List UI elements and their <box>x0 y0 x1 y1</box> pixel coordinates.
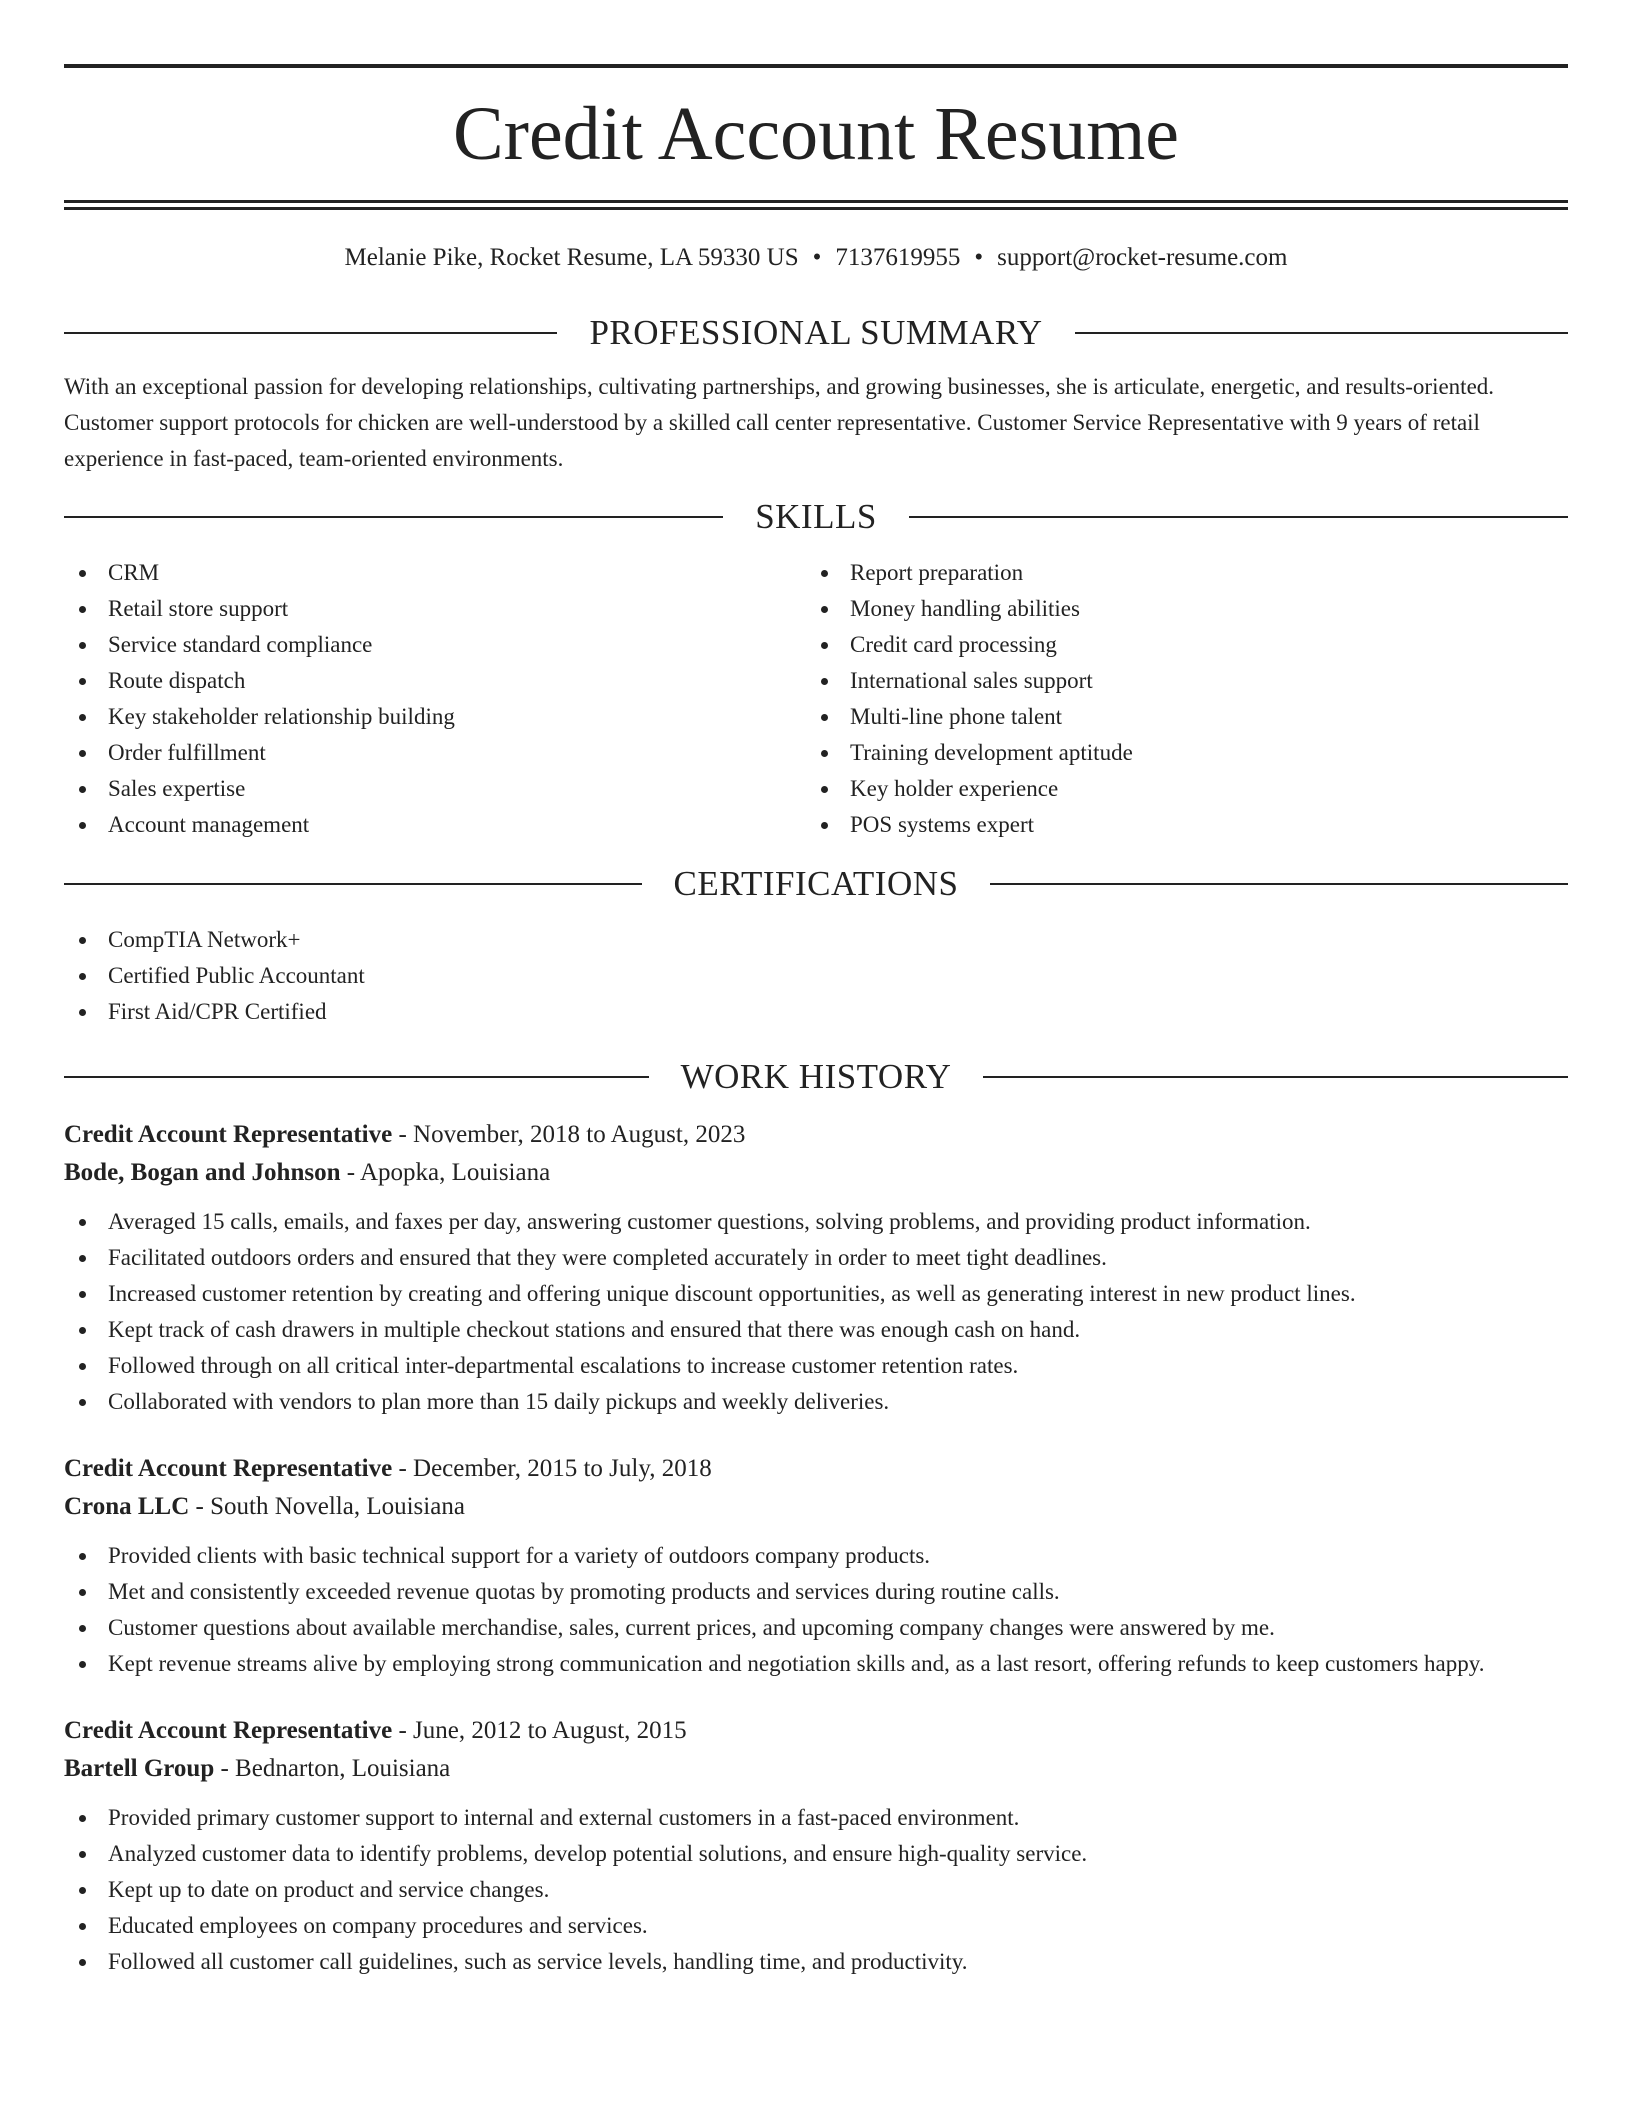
skill-item: Report preparation <box>806 555 1548 591</box>
section-heading-summary <box>64 308 1568 358</box>
job-duty: Facilitated outdoors orders and ensured that they were completed accurately in order to meet tight deadlines. <box>64 1240 1568 1276</box>
job-title: Credit Account Representative <box>64 1717 393 1744</box>
skill-item: Service standard compliance <box>64 627 806 663</box>
skill-item: CRM <box>64 555 806 591</box>
job-entry <box>64 1116 1568 1420</box>
skills-grid <box>64 555 1568 843</box>
job-dates: - June, 2012 to August, 2015 <box>392 1717 687 1744</box>
section-title: SKILLS <box>755 497 877 536</box>
job-title-line <box>64 1450 1568 1488</box>
job-title: Credit Account Representative <box>64 1121 393 1148</box>
job-title-line <box>64 1116 1568 1154</box>
certification-item: First Aid/CPR Certified <box>64 994 1568 1030</box>
certifications-list <box>64 922 1568 1030</box>
job-company: Bartell Group <box>64 1755 215 1782</box>
job-duty: Followed through on all critical inter-departmental escalations to increase customer retention rates. <box>64 1348 1568 1384</box>
skill-item: Key stakeholder relationship building <box>64 699 806 735</box>
job-duties-list <box>64 1204 1568 1420</box>
job-company: Crona LLC <box>64 1493 190 1520</box>
job-company: Bode, Bogan and Johnson <box>64 1159 341 1186</box>
skill-item: Money handling abilities <box>806 591 1548 627</box>
skill-item: POS systems expert <box>806 807 1548 843</box>
heading-rule <box>64 516 723 518</box>
job-duty: Collaborated with vendors to plan more than 15 daily pickups and weekly deliveries. <box>64 1384 1568 1420</box>
skill-item: Key holder experience <box>806 771 1548 807</box>
skills-column-left <box>64 555 806 843</box>
job-duty: Followed all customer call guidelines, such as service levels, handling time, and productivity. <box>64 1944 1568 1980</box>
job-duty: Educated employees on company procedures and services. <box>64 1908 1568 1944</box>
skills-list-right <box>806 555 1548 843</box>
skill-item: Order fulfillment <box>64 735 806 771</box>
job-duty: Kept revenue streams alive by employing strong communication and negotiation skills and, as a last resort, offering refunds to keep customers happy. <box>64 1646 1568 1682</box>
contact-separator: • <box>812 244 822 271</box>
section-title: WORK HISTORY <box>680 1057 952 1096</box>
job-dates: - December, 2015 to July, 2018 <box>392 1455 712 1482</box>
contact-email: support@rocket-resume.com <box>997 244 1288 271</box>
skill-item: International sales support <box>806 663 1548 699</box>
skill-item: Route dispatch <box>64 663 806 699</box>
job-duty: Kept up to date on product and service changes. <box>64 1872 1568 1908</box>
section-title: PROFESSIONAL SUMMARY <box>589 313 1043 352</box>
job-duty: Met and consistently exceeded revenue quotas by promoting products and services during routine calls. <box>64 1574 1568 1610</box>
skill-item: Retail store support <box>64 591 806 627</box>
job-duty: Provided primary customer support to internal and external customers in a fast-paced environment. <box>64 1800 1568 1836</box>
certification-item: Certified Public Accountant <box>64 958 1568 994</box>
job-duty: Analyzed customer data to identify problems, develop potential solutions, and ensure high-quality service. <box>64 1836 1568 1872</box>
section-heading-work-history <box>64 1052 1568 1102</box>
heading-rule <box>64 332 557 334</box>
job-company-line <box>64 1154 1568 1192</box>
section-heading-skills <box>64 492 1568 542</box>
job-duty: Averaged 15 calls, emails, and faxes per day, answering customer questions, solving problems, and providing product information. <box>64 1204 1568 1240</box>
job-company-line <box>64 1488 1568 1526</box>
contact-line <box>64 242 1568 274</box>
resume-page <box>64 64 1568 1980</box>
section-heading-certifications <box>64 859 1568 909</box>
work-history-list <box>64 1116 1568 1980</box>
heading-rule <box>64 1076 649 1078</box>
skill-item: Sales expertise <box>64 771 806 807</box>
job-entry <box>64 1450 1568 1682</box>
job-company-line <box>64 1750 1568 1788</box>
skill-item: Credit card processing <box>806 627 1548 663</box>
job-duty: Customer questions about available merchandise, sales, current prices, and upcoming company changes were answered by me. <box>64 1610 1568 1646</box>
job-location: - Bednarton, Louisiana <box>214 1755 451 1782</box>
title-double-rule <box>64 200 1568 210</box>
job-dates: - November, 2018 to August, 2023 <box>392 1121 746 1148</box>
skills-column-right <box>806 555 1548 843</box>
job-location: - South Novella, Louisiana <box>189 1493 465 1520</box>
contact-address: Melanie Pike, Rocket Resume, LA 59330 US <box>344 244 799 271</box>
job-duties-list <box>64 1538 1568 1682</box>
skill-item: Training development aptitude <box>806 735 1548 771</box>
skill-item: Account management <box>64 807 806 843</box>
heading-rule <box>64 883 642 885</box>
top-rule <box>64 64 1568 68</box>
job-duties-list <box>64 1800 1568 1980</box>
heading-rule <box>983 1076 1568 1078</box>
certification-item: CompTIA Network+ <box>64 922 1568 958</box>
heading-rule <box>909 516 1568 518</box>
contact-phone: 7137619955 <box>835 244 961 271</box>
skill-item: Multi-line phone talent <box>806 699 1548 735</box>
heading-rule <box>1075 332 1568 334</box>
job-title-line <box>64 1712 1568 1750</box>
job-title: Credit Account Representative <box>64 1455 393 1482</box>
contact-separator: • <box>974 244 984 271</box>
summary-text: With an exceptional passion for developing relationships, cultivating partnerships, and growing businesses, she is articulate, energetic, and results-oriented. Customer support protocols for chicken are well-understood by a skilled call center representative. Customer Service Representative with 9 years of retail experience in fast-paced, team-oriented environments. <box>64 374 1495 471</box>
heading-rule <box>990 883 1568 885</box>
skills-list-left <box>64 555 806 843</box>
job-entry <box>64 1712 1568 1980</box>
job-duty: Kept track of cash drawers in multiple checkout stations and ensured that there was enough cash on hand. <box>64 1312 1568 1348</box>
job-duty: Provided clients with basic technical support for a variety of outdoors company products. <box>64 1538 1568 1574</box>
job-duty: Increased customer retention by creating and offering unique discount opportunities, as well as generating interest in new product lines. <box>64 1276 1568 1312</box>
resume-title: Credit Account Resume <box>452 92 1180 176</box>
section-title: CERTIFICATIONS <box>673 864 959 903</box>
job-location: - Apopka, Louisiana <box>340 1159 551 1186</box>
